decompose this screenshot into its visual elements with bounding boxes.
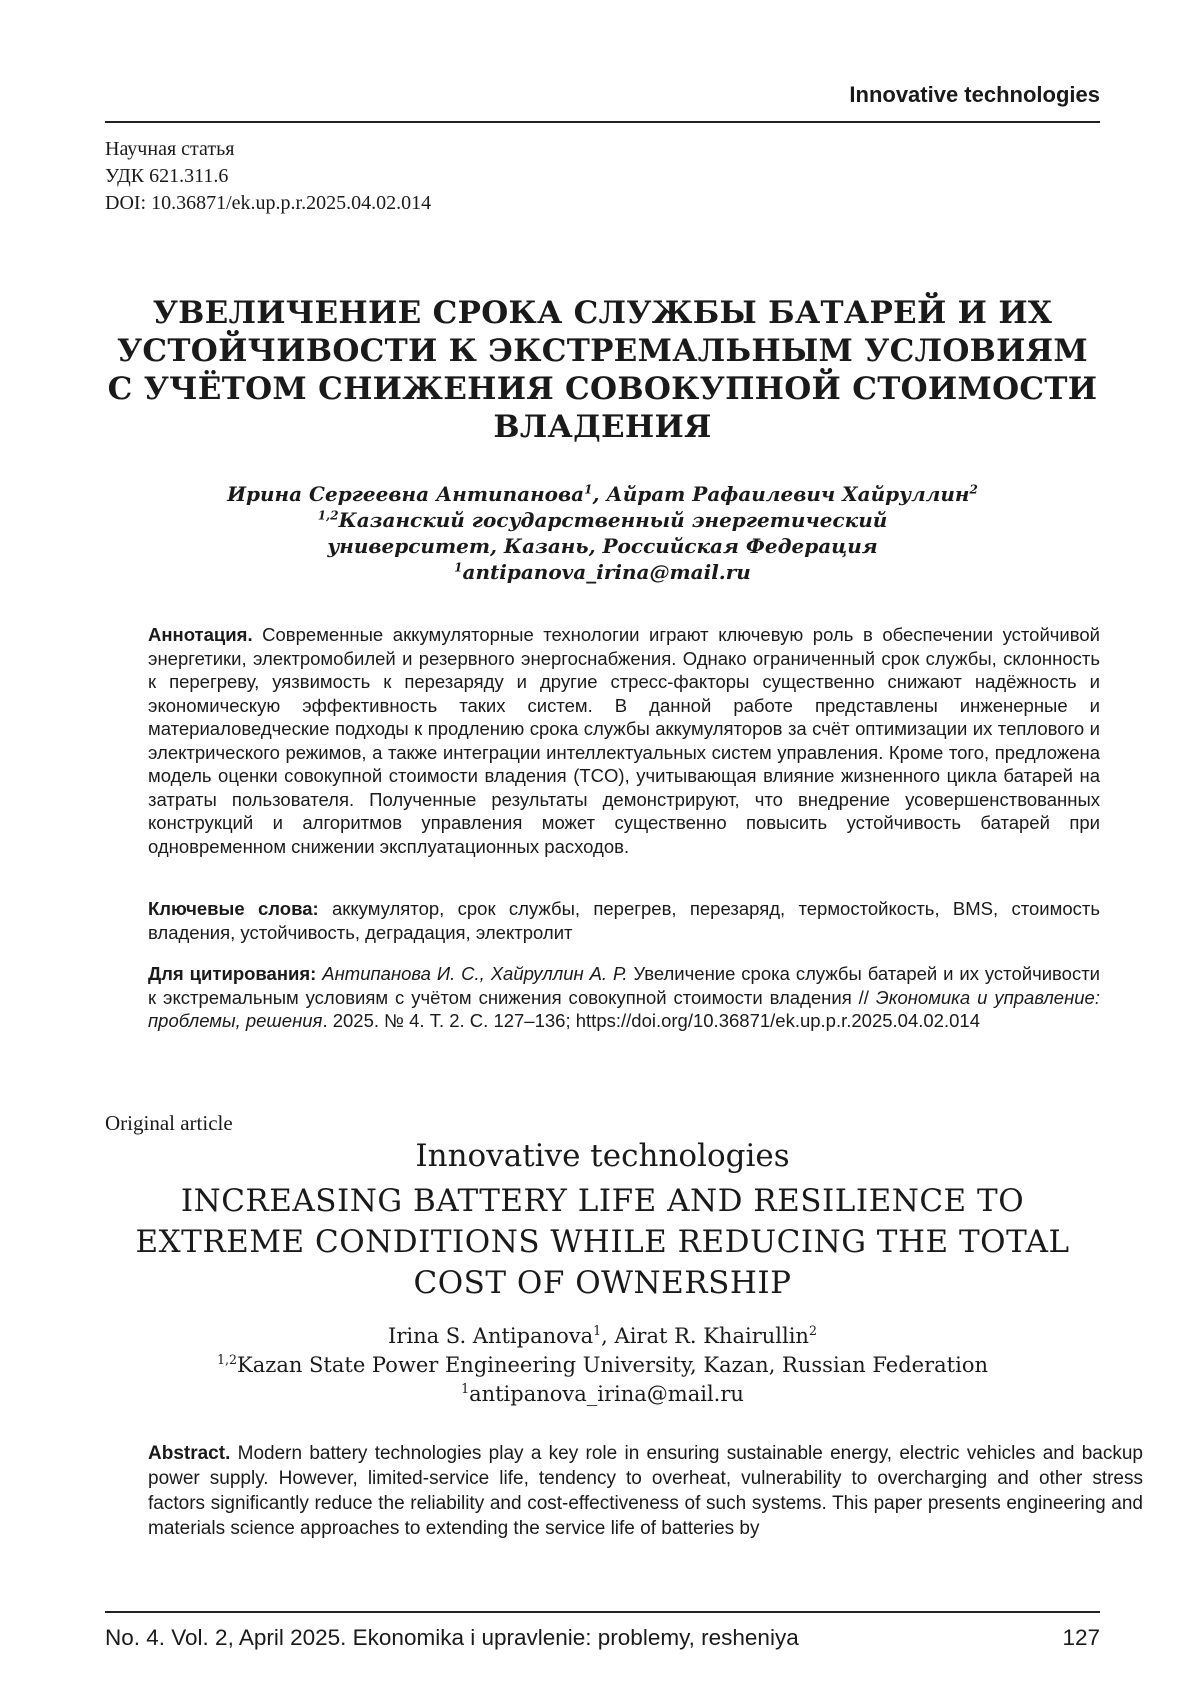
author-email[interactable]: antipanova_irina@mail.ru [469, 1382, 744, 1406]
affiliation-sup: 1,2 [217, 1352, 237, 1367]
affiliation-sup: 1,2 [318, 508, 339, 522]
author-name: Irina S. Antipanova [388, 1324, 593, 1348]
keywords-ru [148, 897, 1100, 944]
title-line: COST OF OWNERSHIP [105, 1263, 1100, 1304]
article-page [0, 0, 1200, 1698]
abstract-text: Modern battery technologies play a key role in ensuring sustainable energy, electric vehicles and backup power supply. However, limited-service life, tendency to overheat, vulnerability to overcharging and other stress factors significantly reduce the reliability and cost-effectiveness of such systems. This paper presents engineering and materials science approaches to extending the service life of batteries by [148, 1443, 1143, 1539]
title-line: УСТОЙЧИВОСТИ К ЭКСТРЕМАЛЬНЫМ УСЛОВИЯМ [105, 332, 1100, 370]
email-sup: 1 [454, 560, 462, 574]
title-line: EXTREME CONDITIONS WHILE REDUCING THE TOTAL [105, 1222, 1100, 1263]
title-line: УВЕЛИЧЕНИЕ СРОКА СЛУЖБЫ БАТАРЕЙ И ИХ [105, 294, 1100, 332]
abstract-label: Abstract. [148, 1443, 230, 1464]
title-line: INCREASING BATTERY LIFE AND RESILIENCE TO [105, 1181, 1100, 1222]
page-title-en [105, 1181, 1100, 1304]
author-email[interactable]: antipanova_irina@mail.ru [463, 560, 751, 584]
original-article-label: Original article [105, 1111, 233, 1136]
email-line [105, 559, 1100, 585]
title-line: ВЛАДЕНИЯ [105, 408, 1100, 446]
citation-ru [148, 962, 1100, 1033]
citation-title: Увеличение срока службы батарей и их устойчивости к экстремальным условиям с учётом снижения совокупной стоимости владения // [148, 963, 1100, 1008]
author-sup: 1 [593, 1323, 601, 1338]
section-title-en: Innovative technologies [105, 1138, 1100, 1174]
affiliation-line: университет, Казань, Российская Федерация [105, 533, 1100, 559]
header-rule [105, 121, 1100, 123]
email-sup: 1 [461, 1381, 469, 1396]
doi: DOI: 10.36871/ek.up.p.r.2025.04.02.014 [105, 190, 431, 217]
author-name: Айрат Рафаилевич Хайруллин [606, 482, 969, 506]
citation-tail[interactable]: . 2025. № 4. Т. 2. С. 127–136; https://doi.org/10.36871/ek.up.p.r.2025.04.02.014 [322, 1010, 980, 1031]
article-type: Научная статья [105, 136, 431, 163]
udk-code: УДК 621.311.6 [105, 163, 431, 190]
keywords-label: Ключевые слова: [148, 898, 319, 919]
footer-journal: No. 4. Vol. 2, April 2025. Ekonomika i upravlenie: problemy, resheniya [105, 1625, 799, 1650]
authors-block-en [105, 1322, 1100, 1409]
citation-label: Для цитирования: [148, 963, 316, 984]
citation-authors: Антипанова И. С., Хайруллин А. Р. [322, 963, 627, 984]
email-line [105, 1380, 1100, 1409]
author-name: Airat R. Khairullin [615, 1324, 809, 1348]
citation-journal: Экономика и управление: проблемы, решения [148, 987, 1100, 1032]
abstract-en [105, 1441, 1143, 1541]
affiliation-text: Kazan State Power Engineering University, Kazan, Russian Federation [237, 1353, 988, 1377]
author-sup: 1 [584, 482, 592, 496]
running-head: Innovative technologies [105, 82, 1100, 108]
author-line: Irina S. Antipanova1, Airat R. Khairullin2 [105, 1322, 1100, 1351]
author-name: Ирина Сергеевна Антипанова [227, 482, 584, 506]
author-sup: 2 [970, 482, 978, 496]
affiliation-line [105, 1351, 1100, 1380]
affiliation-text: Казанский государственный энергетический [339, 508, 888, 532]
author-line: Ирина Сергеевна Антипанова1, Айрат Рафаилевич Хайруллин2 [105, 481, 1100, 507]
page-footer [105, 1625, 1100, 1651]
page-title-ru [105, 294, 1100, 446]
abstract-text: Современные аккумуляторные технологии играют ключевую роль в обеспечении устойчивой энергетики, электромобилей и резервного энергоснабжения. Однако ограниченный срок службы, склонность к перегреву, уязвимость к перезаряду и другие стресс-факторы существенно снижают надёжность и экономическую эффективность таких систем. В данной работе представлены инженерные и материаловедческие подходы к продлению срока службы аккумуляторов за счёт оптимизации их теплового и электрического режимов, а также интеграции интеллектуальных систем управления. Кроме того, предложена модель оценки совокупной стоимости владения (TCO), учитывающая влияние жизненного цикла батарей на затраты пользователя. Полученные результаты демонстрируют, что внедрение усовершенствованных конструкций и алгоритмов управления может существенно повысить устойчивость батарей при одновременном снижении эксплуатационных расходов. [148, 624, 1100, 857]
article-meta [105, 136, 431, 217]
page-number: 127 [1062, 1625, 1100, 1651]
footer-rule [105, 1611, 1100, 1613]
abstract-label: Аннотация. [148, 624, 253, 645]
authors-block-ru [105, 481, 1100, 585]
affiliation-line [105, 507, 1100, 533]
title-line: С УЧЁТОМ СНИЖЕНИЯ СОВОКУПНОЙ СТОИМОСТИ [105, 370, 1100, 408]
abstract-ru [148, 623, 1100, 858]
keywords-text: аккумулятор, срок службы, перегрев, перезаряд, термостойкость, BMS, стоимость владения, устойчивость, деградация, электролит [148, 898, 1100, 943]
author-sup: 2 [809, 1323, 817, 1338]
